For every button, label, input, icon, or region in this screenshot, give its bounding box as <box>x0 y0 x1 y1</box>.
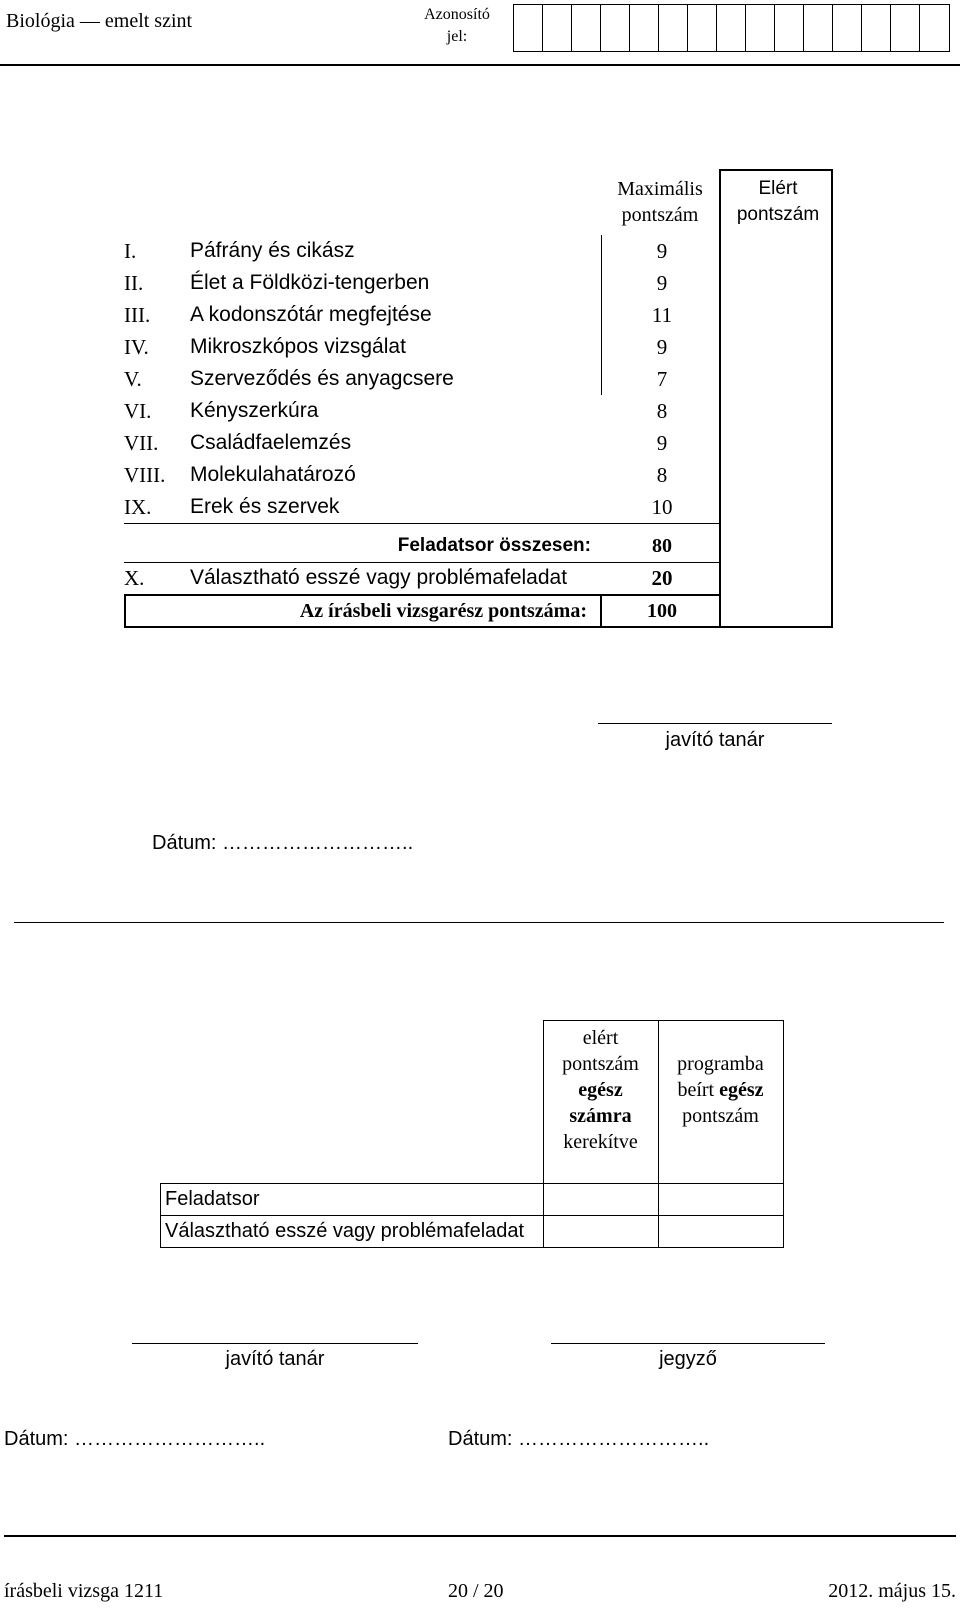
id-box[interactable] <box>833 5 862 51</box>
row-max: 9 <box>656 271 668 295</box>
id-box[interactable] <box>804 5 833 51</box>
col1-line: egész <box>578 1079 623 1101</box>
row-name: Élet a Földközi-tengerben <box>190 271 430 294</box>
id-box[interactable] <box>601 5 630 51</box>
subtotal-max: 80 <box>652 535 672 557</box>
table-corner <box>161 1021 544 1184</box>
row-name: A kodonszótár megfejtése <box>190 303 432 326</box>
row-max: 9 <box>656 335 668 359</box>
row-max: 8 <box>656 463 668 487</box>
footer-page: 20 / 20 <box>448 1580 504 1602</box>
total-divider <box>600 594 602 628</box>
signature-label-teacher: javító tanár <box>225 1348 325 1370</box>
row-name: Erek és szervek <box>190 495 340 518</box>
id-box[interactable] <box>572 5 601 51</box>
row-number: III. <box>124 303 151 327</box>
essay-max: 20 <box>651 566 673 590</box>
row-max: 9 <box>656 431 668 455</box>
col-header-rounded <box>543 1021 658 1184</box>
signature-line <box>598 723 832 724</box>
score-row <box>124 267 721 299</box>
row-number: V. <box>124 367 142 391</box>
col2-word: beírt <box>677 1079 715 1101</box>
date-field[interactable]: Dátum: ……………………….. <box>152 832 414 854</box>
row-number: II. <box>124 271 144 295</box>
subtotal-label: Feladatsor összesen: <box>397 535 591 556</box>
row-max: 10 <box>651 495 673 519</box>
id-box[interactable] <box>746 5 775 51</box>
col1-line: kerekítve <box>563 1131 638 1153</box>
row-max: 9 <box>656 239 668 263</box>
date-field[interactable]: Dátum: ……………………….. <box>448 1428 710 1450</box>
footer-divider <box>4 1535 956 1537</box>
row-number: VIII. <box>124 463 166 487</box>
row-name: Szerveződés és anyagcsere <box>190 367 454 390</box>
id-box[interactable] <box>688 5 717 51</box>
subtotal-row <box>124 530 721 563</box>
essay-row <box>124 562 721 594</box>
score-row <box>124 395 721 427</box>
col1-line: elért <box>582 1027 619 1049</box>
date-field[interactable]: Dátum: ……………………….. <box>4 1428 266 1450</box>
score-row <box>124 235 721 267</box>
row-number: VI. <box>124 399 152 423</box>
footer-exam: írásbeli vizsga 1211 <box>4 1580 164 1602</box>
id-boxes[interactable] <box>513 4 950 52</box>
id-box[interactable] <box>891 5 920 51</box>
row-max: 7 <box>656 367 668 391</box>
entered-cell[interactable] <box>658 1184 783 1216</box>
id-label <box>415 4 499 48</box>
row-name: Mikroszkópos vizsgálat <box>190 335 406 358</box>
footer-date: 2012. május 15. <box>828 1580 956 1602</box>
col-header-achieved: Elért pontszám <box>736 178 820 225</box>
row-number: IX. <box>124 495 152 519</box>
essay-num: X. <box>124 566 145 590</box>
col2-line <box>663 1077 779 1103</box>
row-name: Családfaelemzés <box>190 431 352 454</box>
row-name: Molekulahatározó <box>190 463 356 486</box>
section-divider <box>14 922 944 923</box>
header-divider <box>0 64 960 66</box>
row-label: Feladatsor <box>161 1184 544 1216</box>
row-number: VII. <box>124 431 159 455</box>
row-max: 11 <box>651 303 673 327</box>
id-box[interactable] <box>659 5 688 51</box>
score-row <box>124 427 721 459</box>
col2-line: pontszám <box>682 1105 759 1127</box>
col2-line: programba <box>677 1053 764 1075</box>
id-box[interactable] <box>514 5 543 51</box>
id-box[interactable] <box>630 5 659 51</box>
col1-line: pontszám <box>562 1053 639 1075</box>
row-name: Kényszerkúra <box>190 399 319 422</box>
score-row <box>124 299 721 331</box>
score-row <box>124 491 721 524</box>
id-box[interactable] <box>717 5 746 51</box>
essay-name: Választható esszé vagy problémafeladat <box>190 566 568 589</box>
header-subject: Biológia — emelt szint <box>6 10 193 32</box>
total-row <box>124 594 721 628</box>
col2-word-bold: egész <box>719 1079 764 1101</box>
id-label-text: Azonosító jel: <box>424 6 490 45</box>
achieved-column[interactable] <box>719 169 833 628</box>
col-header-entered <box>658 1021 783 1184</box>
total-max: 100 <box>647 600 677 622</box>
signature-line <box>551 1343 825 1344</box>
total-label: Az írásbeli vizsgarész pontszáma: <box>299 600 587 622</box>
entered-cell[interactable] <box>658 1216 783 1248</box>
rounded-cell[interactable] <box>543 1216 658 1248</box>
row-name: Páfrány és cikász <box>190 239 355 262</box>
score-row <box>124 459 721 491</box>
score-row <box>124 331 721 363</box>
rounded-cell[interactable] <box>543 1184 658 1216</box>
row-max: 8 <box>656 399 668 423</box>
row-number: IV. <box>124 335 149 359</box>
col1-line: számra <box>569 1105 632 1127</box>
col-header-max: Maximális pontszám <box>617 178 703 226</box>
signature-line <box>132 1343 418 1344</box>
id-box[interactable] <box>775 5 804 51</box>
id-box[interactable] <box>862 5 891 51</box>
id-box[interactable] <box>920 5 949 51</box>
signature-label-teacher: javító tanár <box>665 729 765 751</box>
row-label: Választható esszé vagy problémafeladat <box>161 1216 544 1248</box>
rounding-table <box>160 1020 784 1248</box>
id-box[interactable] <box>543 5 572 51</box>
row-number: I. <box>124 239 137 263</box>
signature-label-notary: jegyző <box>659 1348 717 1370</box>
score-row <box>124 363 721 395</box>
